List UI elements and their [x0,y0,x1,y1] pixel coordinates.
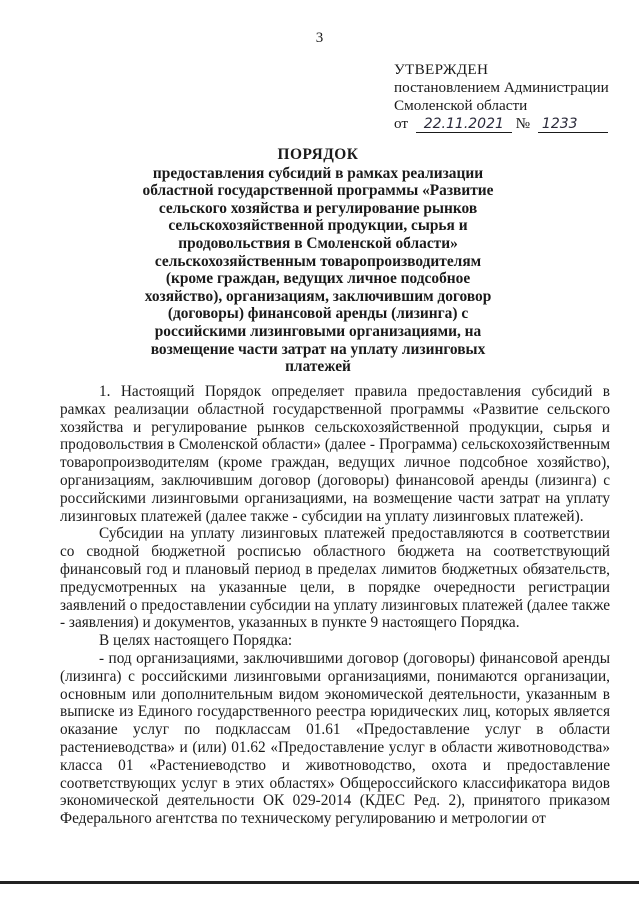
title-line: (кроме граждан, ведущих личное подсобное [165,270,471,288]
title-line: сельскохозяйственной продукции, сырья и [168,217,468,235]
approval-line-administration: постановлением Администрации [394,79,609,96]
title-line: возмещение части затрат на уплату лизинговых [150,340,486,358]
paragraph-4-organizations-definition: - под организациями, заключившими договор (договоры) финансовой аренды (лизинга) с российскими лизинговыми организациями, понимаются организации, основным или дополнительным видом экономической деятельности, указанным в выписке из Единого государственного реестра юридических лиц, которых является оказание услуг по подклассам 01.61 «Предоставление услуг в области растениеводства» и (или) 01.62 «Предоставление услуг в области животноводства» класса 01 «Растениеводство и животноводство, охота и предоставление соответствующих услуг в этих областях» Общероссийского классификатора видов экономической деятельности ОК 029-2014 (КДЕС Ред. 2), принятого приказом Федерального агентства по техническому регулированию и метрологии от [60,649,610,828]
approval-line-region: Смоленской области [394,97,528,114]
scan-bottom-edge [0,881,639,884]
title-line: сельского хозяйства и регулирование рынков [158,199,478,217]
title-line: областной государственной программы «Развитие [142,182,494,200]
handwritten-number: 1233 [538,116,608,133]
title-main: ПОРЯДОК [277,146,359,163]
number-prefix: № [515,115,531,132]
document-body [60,383,610,828]
title-line: сельскохозяйственным товаропроизводителям [154,252,482,270]
paragraph-3-definitions-intro: В целях настоящего Порядка: [99,632,293,650]
handwritten-date: 22.11.2021 [416,116,512,133]
title-line: платежей [285,358,351,376]
document-title [118,146,518,376]
approved-heading: УТВЕРЖДЕН [394,61,489,78]
approval-stamp-block [394,61,634,133]
title-line: предоставления субсидий в рамках реализации [152,164,484,182]
date-prefix: от [394,115,409,132]
paragraph-1-purpose: 1. Настоящий Порядок определяет правила предоставления субсидий в рамках реализации областной государственной программы «Развитие сельского хозяйства и регулирование рынков сельскохозяйственной продукции, сырья и продовольствия в Смоленской области» (далее - Программа) сельскохозяйственным товаропроизводителям (кроме граждан, ведущих личное подсобное хозяйство), организациям, заключившим договор (договоры) финансовой аренды (лизинга) с российскими лизинговыми организациями, на возмещение части затрат на уплату лизинговых платежей (далее также - субсидии на уплату лизинговых платежей). [60,383,610,525]
approval-date-line [394,115,634,133]
title-line: (договоры) финансовой аренды (лизинга) с [167,305,469,323]
page-number: 3 [315,30,324,46]
title-line: российскими лизинговыми организациями, на [154,322,482,340]
title-line: хозяйство), организациям, заключившим договор [144,287,492,305]
title-line: продовольствия в Смоленской области» [178,234,458,252]
paragraph-2-funding: Субсидии на уплату лизинговых платежей предоставляются в соответствии со сводной бюджетной росписью областного бюджета на соответствующий финансовый год и плановый период в пределах лимитов бюджетных обязательств, предусмотренных на указанные цели, в порядке очередности регистрации заявлений о предоставлении субсидии на уплату лизинговых платежей (далее также - заявления) и документов, указанных в пункте 9 настоящего Порядка. [60,525,610,632]
